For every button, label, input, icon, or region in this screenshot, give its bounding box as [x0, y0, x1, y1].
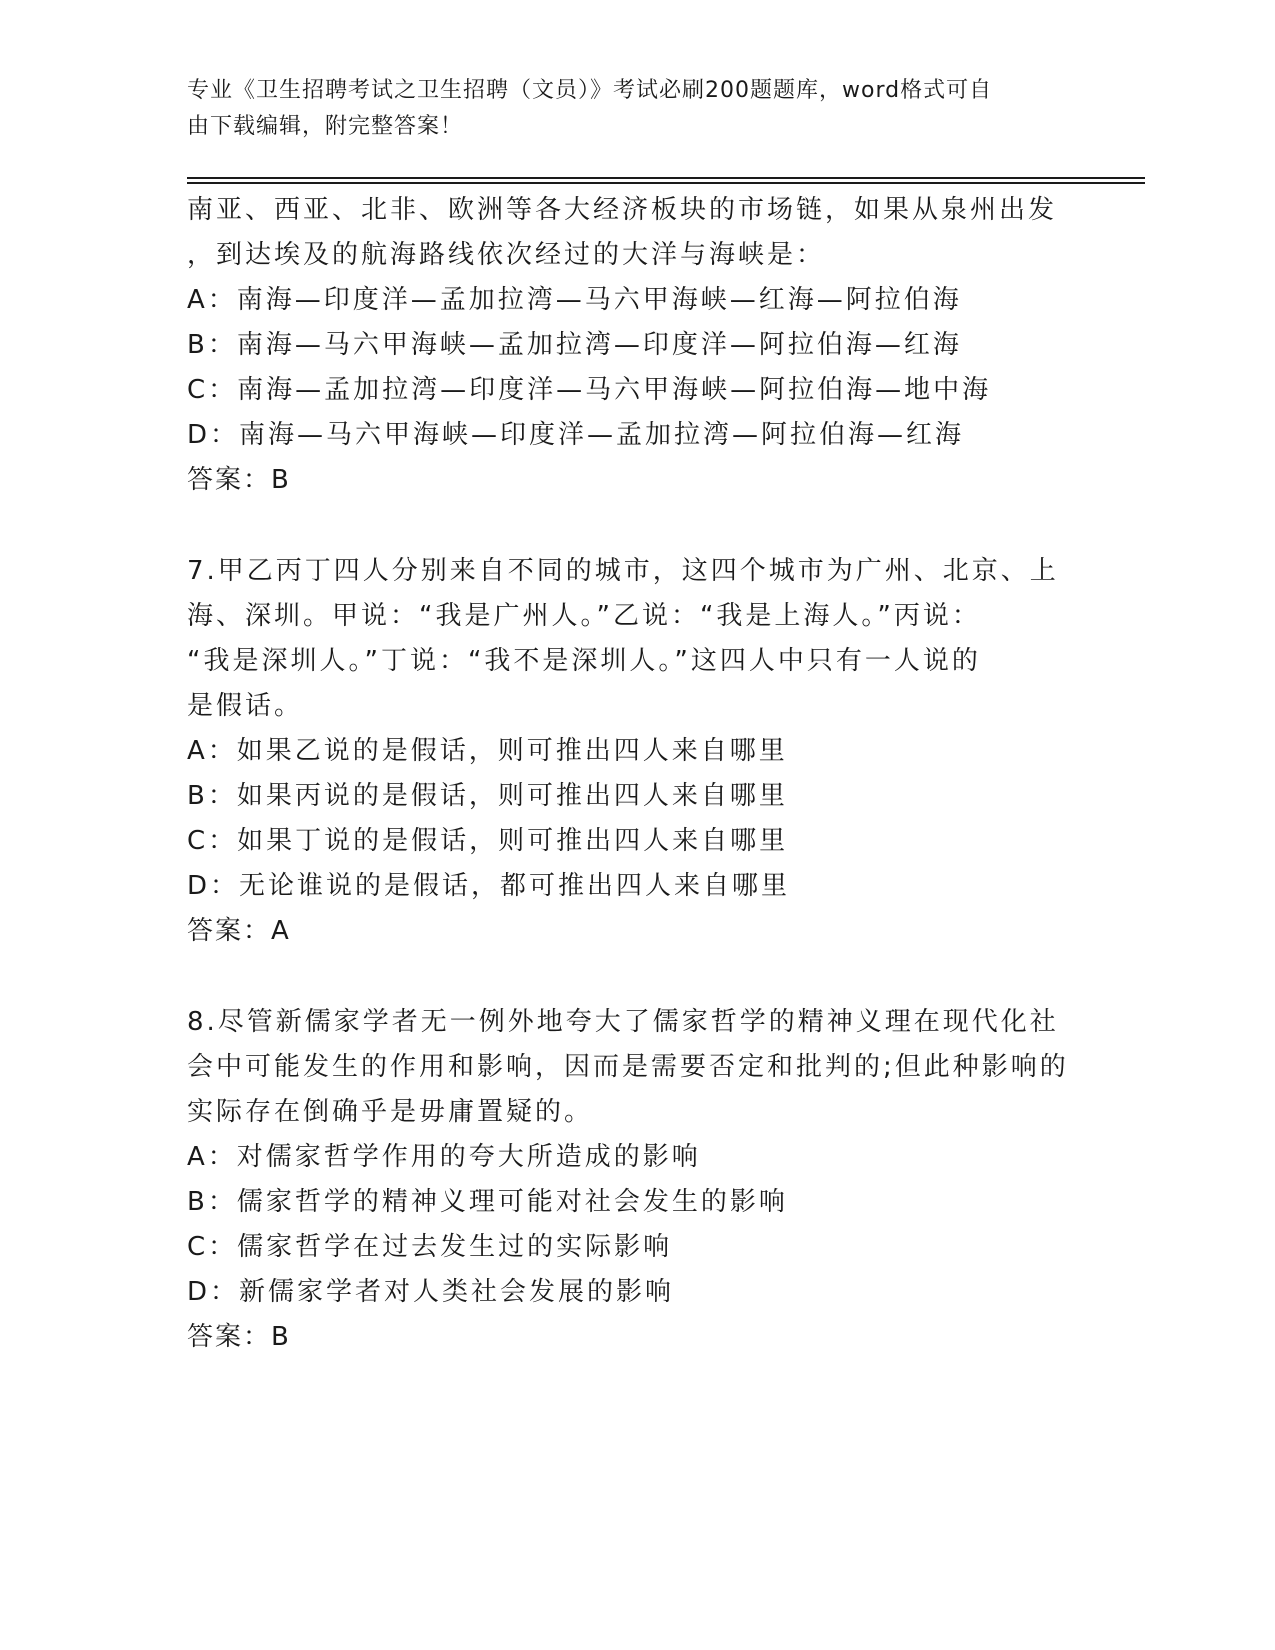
question-stem-line: ，到达埃及的航海路线依次经过的大洋与海峡是：	[187, 240, 826, 270]
question-7	[187, 549, 1067, 954]
option-a: A：如果乙说的是假话，则可推出四人来自哪里	[187, 736, 788, 766]
answer: 答案：B	[187, 465, 291, 495]
option-b: B：儒家哲学的精神义理可能对社会发生的影响	[187, 1187, 788, 1217]
page-content	[187, 188, 1067, 1360]
option-c: C：南海—孟加拉湾—印度洋—马六甲海峡—阿拉伯海—地中海	[187, 375, 992, 405]
option-a: A：对儒家哲学作用的夸大所造成的影响	[187, 1142, 701, 1172]
question-stem-line: 南亚、西亚、北非、欧洲等各大经济板块的市场链，如果从泉州出发	[187, 195, 1058, 225]
option-c: C：儒家哲学在过去发生过的实际影响	[187, 1232, 673, 1262]
question-stem-line: 海、深圳。甲说：“我是广州人。”乙说：“我是上海人。”丙说：	[187, 601, 981, 631]
option-d: D：新儒家学者对人类社会发展的影响	[187, 1277, 675, 1307]
option-a: A：南海—印度洋—孟加拉湾—马六甲海峡—红海—阿拉伯海	[187, 285, 962, 315]
question-stem-line: 实际存在倒确乎是毋庸置疑的。	[187, 1097, 594, 1127]
question-stem-line: 7.甲乙丙丁四人分别来自不同的城市，这四个城市为广州、北京、上	[187, 556, 1059, 586]
header-title-line-2: 由下载编辑，附完整答案！	[187, 114, 464, 139]
question-stem-line: 是假话。	[187, 691, 304, 721]
option-b: B：如果丙说的是假话，则可推出四人来自哪里	[187, 781, 788, 811]
page-header	[187, 73, 1067, 145]
header-rule-bottom	[187, 182, 1145, 184]
option-c: C：如果丁说的是假话，则可推出四人来自哪里	[187, 826, 789, 856]
answer: 答案：A	[187, 916, 291, 946]
answer: 答案：B	[187, 1322, 291, 1352]
option-d: D：无论谁说的是假话，都可推出四人来自哪里	[187, 871, 791, 901]
option-d: D：南海—马六甲海峡—印度洋—孟加拉湾—阿拉伯海—红海	[187, 420, 965, 450]
question-6	[187, 188, 1067, 503]
question-stem-line: “我是深圳人。”丁说：“我不是深圳人。”这四人中只有一人说的	[187, 646, 981, 676]
header-title-line-1: 专业《卫生招聘考试之卫生招聘（文员）》考试必刷200题题库，word格式可自	[187, 78, 993, 103]
option-b: B：南海—马六甲海峡—孟加拉湾—印度洋—阿拉伯海—红海	[187, 330, 962, 360]
question-8	[187, 1000, 1067, 1360]
header-rule-top	[187, 177, 1145, 179]
question-stem-line: 8.尽管新儒家学者无一例外地夸大了儒家哲学的精神义理在现代化社	[187, 1007, 1059, 1037]
question-stem-line: 会中可能发生的作用和影响，因而是需要否定和批判的;但此种影响的	[187, 1052, 1069, 1082]
